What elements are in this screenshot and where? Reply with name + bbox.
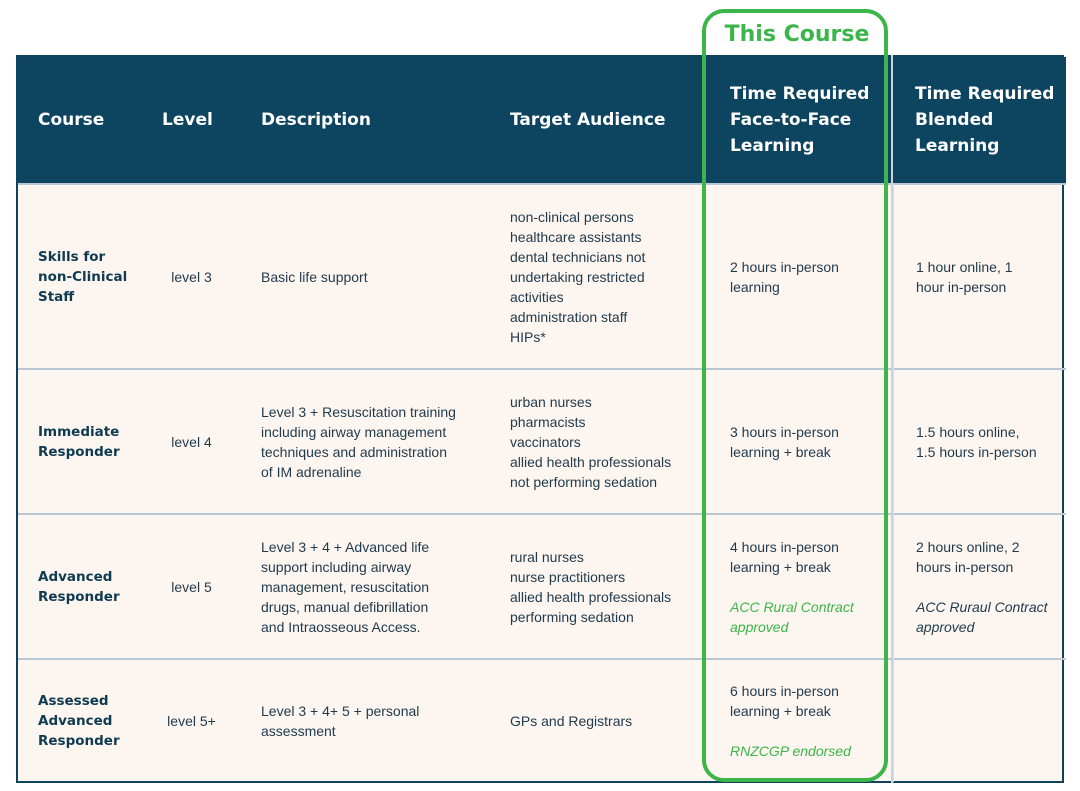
- course-level: level 4: [142, 369, 241, 514]
- audience-item: rural nurses: [510, 548, 584, 565]
- target-audience: [490, 184, 708, 369]
- course-description: [241, 659, 490, 782]
- audience-item: performing sedation: [510, 608, 634, 625]
- table-row: [18, 369, 1066, 514]
- time-line: 1.5 hours in-person: [916, 443, 1037, 460]
- course-name-line: Responder: [38, 733, 120, 749]
- description-line: including airway management: [261, 423, 447, 440]
- course-comparison-table: [16, 55, 1064, 783]
- header-f2f-line: Time Required: [730, 84, 870, 104]
- description-line: assessment: [261, 723, 336, 739]
- course-name-line: non-Clinical: [38, 268, 128, 285]
- course-name: [18, 514, 142, 659]
- time-line: 2 hours in-person: [730, 258, 839, 275]
- time-line: 6 hours in-person: [730, 683, 839, 699]
- header-time-face-to-face: [708, 57, 893, 184]
- time-blended: [893, 369, 1066, 514]
- note-line: approved: [916, 618, 975, 635]
- description-line: and Intraosseous Access.: [261, 618, 421, 635]
- description-line: support including airway: [261, 558, 412, 575]
- course-name: [18, 184, 142, 369]
- audience-item: healthcare assistants: [510, 228, 642, 245]
- course-description: [241, 184, 490, 369]
- this-course-label: This Course: [724, 22, 870, 47]
- time-line: 3 hours in-person: [730, 423, 839, 440]
- description-line: of IM adrenaline: [261, 463, 362, 480]
- audience-item: HIPs*: [510, 328, 546, 345]
- audience-item: allied health professionals: [510, 588, 672, 605]
- header-blended-line: Blended: [915, 110, 994, 130]
- course-name-line: Responder: [38, 588, 120, 605]
- time-line: 1.5 hours online,: [916, 423, 1020, 440]
- header-blended-line: Time Required: [915, 84, 1055, 104]
- audience-item: activities: [510, 288, 564, 305]
- audience-item: nurse practitioners: [510, 568, 626, 585]
- description-line: Level 3 + 4 + Advanced life: [261, 538, 430, 555]
- note-line: RNZCGP endorsed: [730, 743, 851, 759]
- time-face-to-face: [708, 369, 893, 514]
- time-line: learning + break: [730, 703, 831, 719]
- table-row: [18, 514, 1066, 659]
- description-line: drugs, manual defibrillation: [261, 598, 429, 615]
- course-name-line: Immediate: [38, 423, 120, 440]
- audience-item: allied health professionals: [510, 453, 672, 470]
- course-level: level 5+: [142, 659, 241, 782]
- course-name-line: Advanced: [38, 568, 113, 585]
- time-line: learning + break: [730, 558, 831, 575]
- audience-item: GPs and Registrars: [510, 713, 633, 729]
- table-row: [18, 659, 1066, 782]
- target-audience: [490, 514, 708, 659]
- course-name-line: Assessed: [38, 693, 109, 709]
- time-blended: [893, 514, 1066, 659]
- audience-item: vaccinators: [510, 433, 581, 450]
- audience-item: pharmacists: [510, 413, 586, 430]
- header-time-blended: [893, 57, 1066, 184]
- note-line: approved: [730, 618, 789, 635]
- time-line: 2 hours online, 2: [916, 538, 1020, 555]
- header-level: Level: [142, 57, 241, 184]
- target-audience: [490, 369, 708, 514]
- target-audience: [490, 659, 708, 782]
- description-line: management, resuscitation: [261, 578, 430, 595]
- time-face-to-face: [708, 514, 893, 659]
- accreditation-note: [730, 741, 892, 761]
- time-line: 1 hour online, 1: [916, 258, 1013, 275]
- audience-item: urban nurses: [510, 393, 592, 410]
- course-name-line: Advanced: [38, 713, 113, 729]
- audience-item: administration staff: [510, 308, 628, 325]
- course-level: level 3: [142, 184, 241, 369]
- description-line: Level 3 + Resuscitation training: [261, 403, 456, 420]
- course-description: [241, 369, 490, 514]
- description-line: Level 3 + 4+ 5 + personal: [261, 703, 420, 719]
- accreditation-note: [730, 597, 892, 637]
- time-face-to-face: [708, 659, 893, 782]
- column-divider: [891, 55, 893, 783]
- header-target-audience: Target Audience: [490, 57, 708, 184]
- course-name-line: Responder: [38, 443, 120, 460]
- header-description: Description: [241, 57, 490, 184]
- header-f2f-line: Face-to-Face: [730, 110, 852, 130]
- time-line: learning: [730, 278, 780, 295]
- accreditation-note: [916, 597, 1066, 637]
- course-description: [241, 514, 490, 659]
- header-f2f-line: Learning: [730, 136, 815, 156]
- description-line: techniques and administration: [261, 443, 448, 460]
- table-row: [18, 184, 1066, 369]
- time-blended: [893, 659, 1066, 782]
- audience-item: dental technicians not: [510, 248, 646, 265]
- course-name-line: Skills for: [38, 248, 106, 265]
- time-line: hour in-person: [916, 278, 1007, 295]
- description-line: Basic life support: [261, 268, 368, 285]
- note-line: ACC Ruraul Contract: [916, 598, 1048, 615]
- note-line: ACC Rural Contract: [730, 598, 854, 615]
- course-name-line: Staff: [38, 288, 75, 305]
- header-row: [18, 57, 1066, 184]
- time-blended: [893, 184, 1066, 369]
- header-course: Course: [18, 57, 142, 184]
- course-name: [18, 369, 142, 514]
- time-face-to-face: [708, 184, 893, 369]
- time-line: 4 hours in-person: [730, 538, 839, 555]
- course-level: level 5: [142, 514, 241, 659]
- audience-item: not performing sedation: [510, 473, 658, 490]
- audience-item: undertaking restricted: [510, 268, 645, 285]
- time-line: hours in-person: [916, 558, 1014, 575]
- header-blended-line: Learning: [915, 136, 1000, 156]
- time-line: learning + break: [730, 443, 831, 460]
- course-name: [18, 659, 142, 782]
- audience-item: non-clinical persons: [510, 208, 634, 225]
